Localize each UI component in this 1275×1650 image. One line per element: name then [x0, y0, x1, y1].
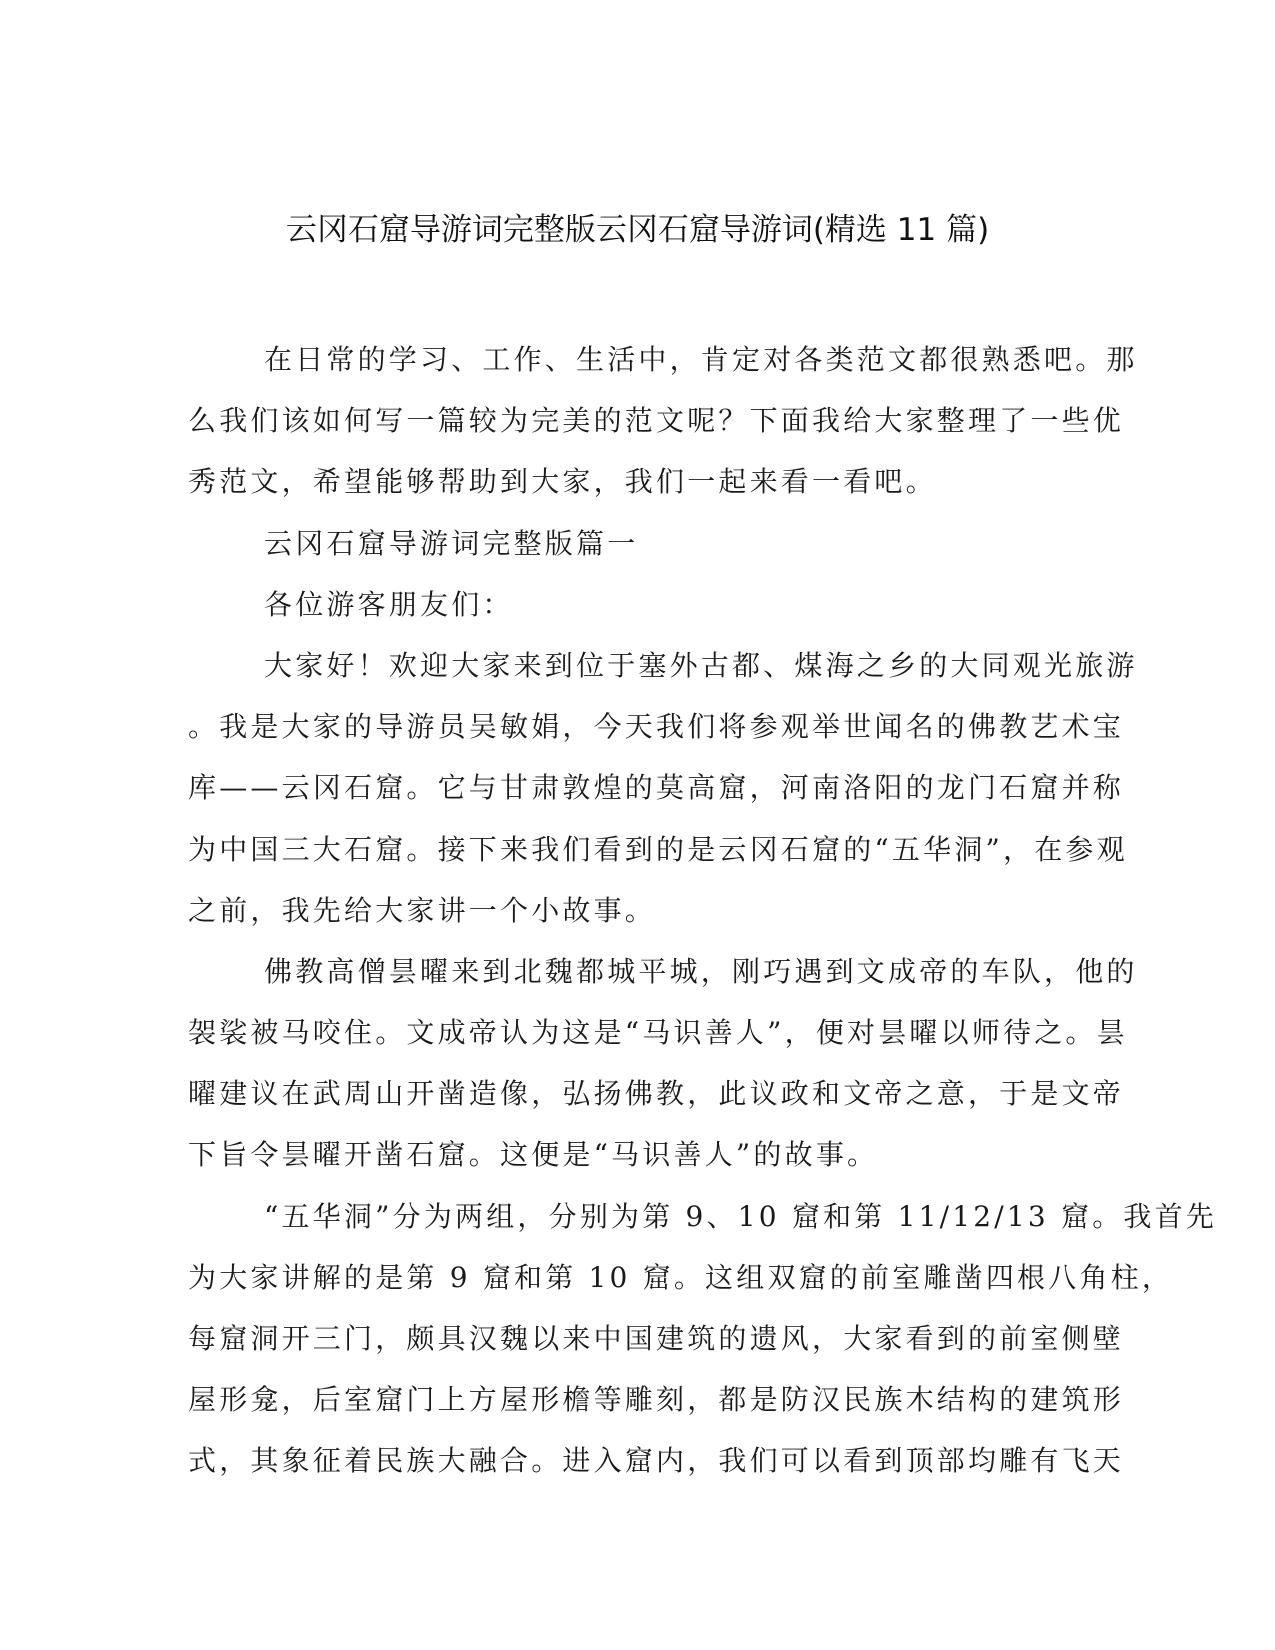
- paragraph: [188, 941, 1138, 1186]
- text-line: 屋形龛，后室窟门上方屋形檐等雕刻，都是防汉民族木结构的建筑形: [188, 1383, 1125, 1417]
- text-line: 曜建议在武周山开凿造像，弘扬佛教，此议政和文帝之意，于是文帝: [188, 1077, 1125, 1111]
- text-line: “五华洞”分为两组，分别为第 9、10 窟和第 11/12/13 窟。我首先: [264, 1199, 1218, 1233]
- text-line: 。我是大家的导游员吴敏娟，今天我们将参观举世闻名的佛教艺术宝: [188, 710, 1125, 744]
- text-line: 佛教高僧昙曜来到北魏都城平城，刚巧遇到文成帝的车队，他的: [264, 954, 1138, 988]
- section-heading: [188, 513, 1088, 574]
- document-title: 云冈石窟导游词完整版云冈石窟导游词(精选 11 篇): [285, 212, 990, 248]
- text-line: 大家好！欢迎大家来到位于塞外古都、煤海之乡的大同观光旅游: [264, 648, 1138, 682]
- document-body: [188, 329, 1218, 1492]
- text-line: 之前，我先给大家讲一个小故事。: [188, 893, 657, 927]
- paragraph: [188, 635, 1138, 941]
- text-line: 袈裟被马咬住。文成帝认为这是“马识善人”，便对昙曜以师待之。昙: [188, 1016, 1128, 1050]
- text-line: 各位游客朋友们：: [264, 587, 514, 621]
- text-line: 为大家讲解的是第 9 窟和第 10 窟。这组双窟的前室雕凿四根八角柱，: [188, 1260, 1174, 1294]
- text-line: 么我们该如何写一篇较为完美的范文呢？下面我给大家整理了一些优: [188, 404, 1125, 438]
- text-line: 每窟洞开三门，颇具汉魏以来中国建筑的遗风，大家看到的前室侧壁: [188, 1322, 1125, 1355]
- paragraph: [188, 574, 1088, 635]
- text-line: 秀范文，希望能够帮助到大家，我们一起来看一看吧。: [188, 465, 937, 499]
- text-line: 式，其象征着民族大融合。进入窟内，我们可以看到顶部均雕有飞天: [188, 1444, 1125, 1478]
- text-line: 在日常的学习、工作、生活中，肯定对各类范文都很熟悉吧。那: [264, 343, 1138, 376]
- text-line: 库——云冈石窟。它与甘肃敦煌的莫高窟，河南洛阳的龙门石窟并称: [188, 771, 1125, 805]
- paragraph: [188, 329, 1138, 513]
- text-line: 下旨令昙曜开凿石窟。这便是“马识善人”的故事。: [188, 1138, 879, 1172]
- paragraph: [188, 1186, 1218, 1492]
- text-line: 云冈石窟导游词完整版篇一: [264, 526, 639, 560]
- text-line: 为中国三大石窟。接下来我们看到的是云冈石窟的“五华洞”，在参观: [188, 832, 1128, 866]
